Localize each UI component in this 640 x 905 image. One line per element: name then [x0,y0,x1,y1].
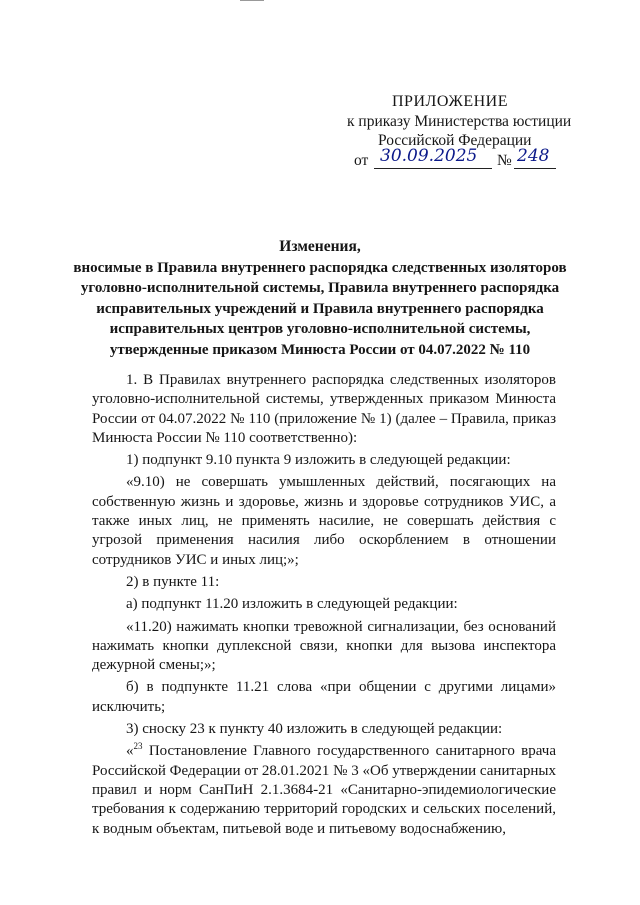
heading-line-5: исправительных центров уголовно-исполнительной системы, [109,321,531,337]
heading-line-6: утвержденные приказом Минюста России от 04.07.2022 № 110 [109,341,531,358]
document-body [92,371,556,839]
appendix-date-row [354,145,559,173]
footnote-text: Постановление Главного государственного санитарного врача Российской Федерации от 28.01.2021 № 3 «Об утверждении санитарных правил и норм СанПиН 2.1.3684-21 «Санитарно-эпидемиологические требования к содержанию территорий городских и сельских поселений, к водным объектам, питьевой воде и питьевому водоснабжению, [92,743,556,837]
heading-line-4: исправительных учреждений и Правила внутреннего распорядка [96,300,544,317]
paragraph-3: «9.10) не совершать умышленных действий, посягающих на собственную жизнь и здоровье, жизнь и здоровье сотрудников УИС, а также иных лиц, не применять насилие, не совершать действия с угрозой применения насилия либо оскорблением в отношении сотрудников УИС и иных лиц;»; [92,474,556,568]
date-prefix: от [354,151,369,169]
paragraph-7: б) в подпункте 11.21 слова «при общении с другими лицами» исключить; [92,679,556,715]
number-underline [514,168,556,169]
appendix-title: ПРИЛОЖЕНИЕ [392,93,509,110]
footnote-open-quote: « [126,743,134,760]
number-prefix: № [497,151,512,169]
paragraph-1: 1. В Правилах внутреннего распорядка следственных изоляторов уголовно-исполнительной системы, утвержденных приказом Минюста России от 04.07.2022 № 110 (приложение № 1) (далее – Правила, приказ Минюста России № 110 соответственно): [92,372,556,446]
paragraph-2: 1) подпункт 9.10 пункта 9 изложить в следующей редакции: [126,452,511,469]
appendix-line-ministry: к приказу Министерства юстиции [347,112,572,130]
handwritten-number: 248 [517,145,550,166]
paragraph-9 [92,742,556,838]
handwritten-date: 30.09.2025 [380,145,478,166]
heading-line-2: вносимые в Правила внутреннего распорядка следственных изоляторов [73,259,567,276]
heading-line-3: уголовно-исполнительной системы, Правила внутреннего распорядка [80,280,560,296]
paragraph-8: 3) сноску 23 к пункту 40 изложить в следующей редакции: [126,721,503,738]
document-heading [0,237,640,360]
paragraph-6: «11.20) нажимать кнопки тревожной сигнализации, без оснований нажимать кнопки дуплексной связи, кнопки для вызова инспектора дежурной смены;»; [92,618,556,674]
footnote-marker: 23 [133,741,143,752]
scan-artifact [240,0,264,1]
appendix-line-country: Российской Федерации [378,132,532,149]
appendix-block [340,92,572,170]
paragraph-4: 2) в пункте 11: [126,573,220,590]
paragraph-5: а) подпункт 11.20 изложить в следующей редакции: [126,596,458,613]
heading-line-1: Изменения, [279,238,361,255]
date-underline [374,168,492,169]
